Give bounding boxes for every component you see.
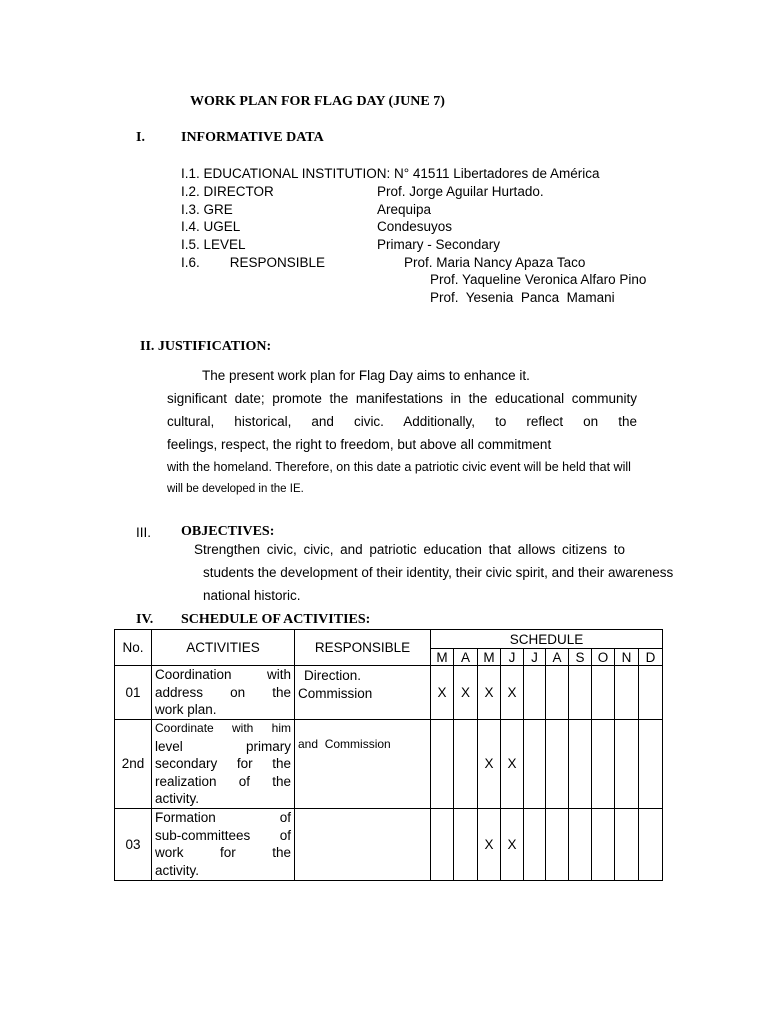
responsible-line: Commission: [298, 685, 373, 701]
activity-line: level primary: [155, 738, 291, 754]
month-header: A: [546, 649, 569, 666]
section-1-number: I.: [136, 130, 145, 145]
schedule-mark-cell: X: [454, 666, 478, 720]
document-title: WORK PLAN FOR FLAG DAY (JUNE 7): [190, 94, 445, 109]
row-number: 01: [115, 666, 152, 720]
justification-line-5: with the homeland. Therefore, on this date a patriotic civic event will be held that will: [167, 460, 631, 474]
activity-line: work for the: [155, 845, 291, 860]
schedule-mark-cell: [592, 808, 615, 880]
info-item-director-label: I.2. DIRECTOR: [181, 184, 274, 199]
schedule-mark-cell: [569, 808, 592, 880]
row-number: 2nd: [115, 720, 152, 809]
info-item-ugel-label: I.4. UGEL: [181, 219, 241, 234]
objective-line-3: national historic.: [203, 588, 301, 603]
activity-cell: [152, 720, 295, 809]
responsible-cell: [295, 666, 431, 720]
schedule-mark-cell: [615, 720, 639, 809]
info-item-responsible-extra-1: Prof. Yaqueline Veronica Alfaro Pino: [430, 272, 647, 287]
schedule-mark-cell: X: [501, 666, 524, 720]
schedule-mark-cell: [454, 720, 478, 809]
header-schedule: SCHEDULE: [431, 630, 663, 649]
schedule-mark-cell: [615, 808, 639, 880]
month-header: D: [639, 649, 663, 666]
row-number: 03: [115, 808, 152, 880]
month-header: A: [454, 649, 478, 666]
table-row: [115, 720, 663, 809]
schedule-mark-cell: X: [478, 808, 501, 880]
month-header: J: [524, 649, 546, 666]
activity-line: Formation of: [155, 810, 291, 825]
activity-line: Coordination with: [155, 667, 291, 683]
activity-line: realization of the: [155, 773, 291, 789]
section-4-heading: SCHEDULE OF ACTIVITIES:: [181, 612, 371, 627]
month-header: S: [569, 649, 592, 666]
objective-line-1: Strengthen civic, civic, and patriotic education that allows citizens to: [194, 542, 625, 557]
table-header-row: [115, 630, 663, 649]
activity-cell: [152, 808, 295, 880]
header-no: No.: [115, 630, 152, 666]
info-item-responsible-value: Prof. Maria Nancy Apaza Taco: [404, 255, 586, 270]
schedule-mark-cell: X: [478, 720, 501, 809]
table-row: [115, 808, 663, 880]
justification-line-1: The present work plan for Flag Day aims to enhance it.: [202, 368, 530, 383]
header-activities: ACTIVITIES: [152, 630, 295, 666]
activity-line: address on the: [155, 684, 291, 700]
activity-line: work plan.: [155, 702, 217, 718]
section-3-number: III.: [136, 525, 152, 540]
schedule-mark-cell: [546, 808, 569, 880]
info-item-gre-label: I.3. GRE: [181, 202, 233, 217]
objective-line-2: students the development of their identity, their civic spirit, and their awareness: [203, 565, 674, 580]
schedule-table: [114, 629, 663, 881]
schedule-mark-cell: [454, 808, 478, 880]
responsible-line: and Commission: [298, 737, 391, 751]
info-item-level-label: I.5. LEVEL: [181, 237, 246, 252]
table-row: [115, 666, 663, 720]
month-header: O: [592, 649, 615, 666]
info-item-level-value: Primary - Secondary: [377, 237, 501, 252]
schedule-mark-cell: [639, 666, 663, 720]
responsible-line: Direction.: [304, 668, 362, 683]
section-2-heading: II. JUSTIFICATION:: [140, 339, 272, 354]
month-header: M: [431, 649, 454, 666]
justification-line-6: will be developed in the IE.: [167, 483, 304, 495]
schedule-mark-cell: [569, 666, 592, 720]
activity-line: activity.: [155, 791, 200, 806]
schedule-mark-cell: X: [501, 720, 524, 809]
schedule-mark-cell: [546, 720, 569, 809]
responsible-cell: [295, 808, 431, 880]
activity-line: secondary for the: [155, 756, 291, 771]
info-item-director-value: Prof. Jorge Aguilar Hurtado.: [377, 184, 544, 199]
month-header: N: [615, 649, 639, 666]
schedule-mark-cell: [524, 720, 546, 809]
schedule-mark-cell: X: [431, 666, 454, 720]
schedule-mark-cell: [639, 720, 663, 809]
schedule-mark-cell: [431, 720, 454, 809]
schedule-mark-cell: [569, 720, 592, 809]
month-header: M: [478, 649, 501, 666]
activity-cell: [152, 666, 295, 720]
activity-line: sub-committees of: [155, 827, 291, 843]
justification-line-2: significant date; promote the manifestations in the educational community: [167, 391, 637, 406]
activity-line: activity.: [155, 862, 200, 878]
section-4-number: IV.: [136, 612, 154, 627]
justification-line-3: cultural, historical, and civic. Additionally, to reflect on the: [167, 414, 637, 429]
activity-line: Coordinate with him: [155, 721, 291, 735]
section-1-heading: INFORMATIVE DATA: [181, 130, 324, 145]
justification-line-4: feelings, respect, the right to freedom, but above all commitment: [167, 437, 552, 452]
schedule-mark-cell: [546, 666, 569, 720]
info-item-responsible-extra-2: Prof. Yesenia Panca Mamani: [430, 290, 615, 305]
schedule-mark-cell: [592, 720, 615, 809]
responsible-cell: [295, 720, 431, 809]
schedule-mark-cell: X: [501, 808, 524, 880]
schedule-mark-cell: [639, 808, 663, 880]
schedule-mark-cell: [615, 666, 639, 720]
schedule-mark-cell: [524, 808, 546, 880]
schedule-mark-cell: [431, 808, 454, 880]
header-responsible: RESPONSIBLE: [295, 630, 431, 666]
info-item-institution: I.1. EDUCATIONAL INSTITUTION: N° 41511 Libertadores de América: [181, 166, 600, 181]
section-3-heading: OBJECTIVES:: [181, 524, 275, 539]
info-item-ugel-value: Condesuyos: [377, 219, 453, 234]
schedule-mark-cell: [524, 666, 546, 720]
schedule-mark-cell: X: [478, 666, 501, 720]
schedule-mark-cell: [592, 666, 615, 720]
month-header: J: [501, 649, 524, 666]
info-item-responsible-label: I.6. RESPONSIBLE: [181, 255, 326, 270]
info-item-gre-value: Arequipa: [377, 202, 432, 217]
